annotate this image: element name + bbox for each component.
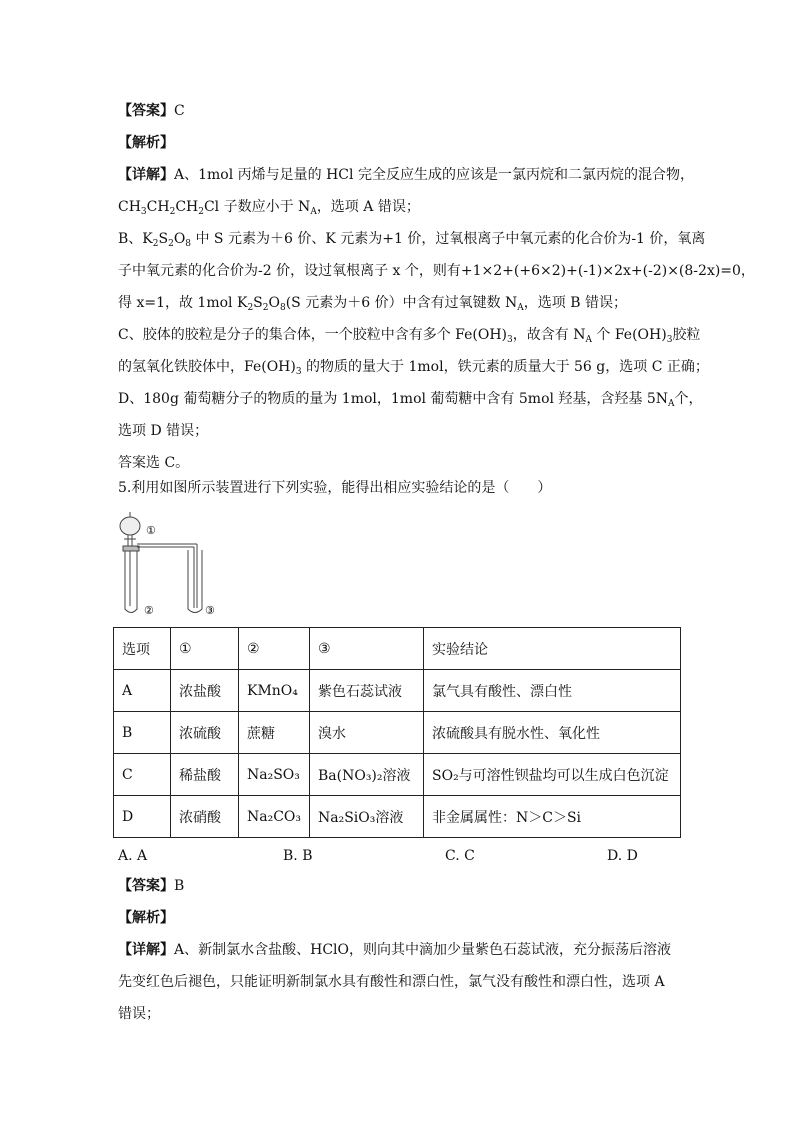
detail-line-c (118, 325, 700, 345)
table-row (114, 712, 681, 754)
table-header-row (114, 628, 681, 670)
table-header-cell: 实验结论 (424, 628, 681, 670)
text: D、180g 葡萄糖分子的物质的量为 1mol，1mol 葡萄糖中含有 5mol 羟基，含羟基 5N (118, 391, 669, 407)
subscript: 3 (507, 335, 513, 345)
subscript: A (668, 399, 675, 409)
question-stem: 5.利用如图所示装置进行下列实验，能得出相应实验结论的是（ ） (118, 480, 552, 496)
conclusion-line: 答案选 C。 (118, 455, 190, 471)
text: O (173, 231, 186, 247)
answer-tag: 【答案】 (118, 103, 174, 119)
table-row (114, 796, 681, 838)
subscript: 8 (185, 239, 192, 249)
subscript: 2 (152, 239, 159, 249)
subscript: 3 (295, 367, 302, 377)
subscript: 2 (168, 239, 174, 249)
detail-tag: 【详解】 (118, 942, 174, 958)
detail-text-a: A、1mol 丙烯与足量的 HCl 完全反应生成的应该是一氯丙烷和二氯丙烷的混合物， (174, 167, 694, 183)
table-row (114, 670, 681, 712)
answer-line (118, 101, 185, 121)
choice-b: B. B (283, 848, 313, 864)
text: 的物质的量大于 1mol，铁元素的质量大于 56 g，选项 C 正确； (301, 359, 709, 375)
subscript: 2 (198, 207, 204, 217)
text: C、胶体的胶粒是分子的集合体，一个胶粒中含有多个 Fe(OH) (118, 327, 508, 343)
subscript: A (517, 303, 524, 313)
answer-tag: 【答案】 (118, 878, 174, 894)
text: 个 Fe(OH) (591, 327, 667, 343)
funnel-bulb (120, 517, 140, 535)
label-2: ② (144, 604, 154, 617)
table-cell: 氯气具有酸性、漂白性 (424, 670, 681, 712)
detail-line-b2: 子中氧元素的化合价为-2 价，设过氧根离子 x 个，则有+1×2+(+6×2)+(-1)×2x+(-2)×(8-2x)=0， (118, 263, 755, 279)
table-cell: 非金属属性：N＞C＞Si (424, 796, 681, 838)
table-row (114, 754, 681, 796)
table-cell: Na₂SO₃ (239, 754, 310, 796)
table-header-cell: 选项 (114, 628, 171, 670)
tube-2 (125, 551, 137, 613)
detail-line-q5-c: 错误； (118, 1006, 160, 1022)
detail-line-d (118, 389, 703, 409)
table-header-cell: ② (239, 628, 310, 670)
formula-text: ，选项 A 错误； (316, 199, 420, 215)
text: 个， (674, 391, 703, 407)
table-header-cell: ① (171, 628, 239, 670)
table-cell: KMnO₄ (239, 670, 310, 712)
stopper (123, 546, 139, 551)
subscript: 8 (279, 303, 286, 313)
options-table (113, 627, 681, 838)
text: S (158, 231, 169, 247)
detail-line-q5-a (118, 940, 671, 960)
text: (S 元素为＋6 价）中含有过氧键数 N (285, 295, 518, 311)
answer-value: B (174, 878, 185, 894)
formula-text: CH (175, 199, 199, 215)
detail-line-a (118, 165, 694, 185)
tube-3 (188, 550, 202, 613)
analysis-tag-q5: 【解析】 (118, 910, 174, 926)
subscript: 3 (666, 335, 673, 345)
detail-line-d2: 选项 D 错误； (118, 423, 209, 439)
text: S (253, 295, 263, 311)
apparatus-diagram (112, 510, 222, 618)
formula-text: CH (118, 199, 141, 215)
text: 得 x=1，故 1mol K (118, 295, 248, 311)
formula-text: CH (146, 199, 170, 215)
table-cell: C (114, 754, 171, 796)
detail-line-a2 (118, 197, 420, 217)
table-cell: A (114, 670, 171, 712)
text: 的氢氧化铁胶体中，Fe(OH) (118, 359, 296, 375)
choice-d: D. D (607, 848, 638, 864)
table-cell: 浓盐酸 (171, 670, 239, 712)
label-3: ③ (205, 604, 215, 617)
detail-line-c2 (118, 357, 709, 377)
detail-line-q5-b: 先变红色后褪色，只能证明新制氯水具有酸性和漂白性，氯气没有酸性和漂白性，选项 A (118, 974, 665, 990)
detail-tag: 【详解】 (118, 167, 174, 183)
choice-a: A. A (118, 848, 148, 864)
text: 胶粒 (672, 327, 701, 343)
table-cell: 紫色石蕊试液 (310, 670, 424, 712)
table-cell: SO₂与可溶性钡盐均可以生成白色沉淀 (424, 754, 681, 796)
table-cell: D (114, 796, 171, 838)
table-cell: 蔗糖 (239, 712, 310, 754)
table-cell: B (114, 712, 171, 754)
table-header-cell: ③ (310, 628, 424, 670)
analysis-tag: 【解析】 (118, 135, 174, 151)
subscript: A (310, 207, 317, 217)
answer-line-q5 (118, 876, 184, 896)
answer-value: C (174, 103, 185, 119)
table-cell: 浓硝酸 (171, 796, 239, 838)
formula-text: Cl 子数应小于 N (203, 199, 311, 215)
subscript: 2 (169, 207, 176, 217)
table-cell: 浓硫酸 (171, 712, 239, 754)
table-cell: Ba(NO₃)₂溶液 (310, 754, 424, 796)
detail-line-b (118, 229, 705, 249)
subscript: 3 (140, 207, 147, 217)
subscript: A (585, 335, 592, 345)
subscript: 2 (262, 303, 269, 313)
detail-line-b3 (118, 293, 627, 313)
table-cell: 溴水 (310, 712, 424, 754)
label-1: ① (146, 524, 156, 537)
subscript: 2 (247, 303, 254, 313)
text: B、K (118, 231, 153, 247)
table-cell: Na₂CO₃ (239, 796, 310, 838)
table-cell: Na₂SiO₃溶液 (310, 796, 424, 838)
choice-c: C. C (445, 848, 475, 864)
text: 中 S 元素为＋6 价、K 元素为+1 价，过氧根离子中氧元素的化合价为-1 价，氧离 (191, 231, 706, 247)
text: ，故含有 N (512, 327, 586, 343)
detail-text: A、新制氯水含盐酸、HClO，则向其中滴加少量紫色石蕊试液，充分振荡后溶液 (174, 942, 671, 958)
text: ，选项 B 错误； (523, 295, 627, 311)
table-cell: 稀盐酸 (171, 754, 239, 796)
text: O (268, 295, 280, 311)
table-cell: 浓硫酸具有脱水性、氧化性 (424, 712, 681, 754)
